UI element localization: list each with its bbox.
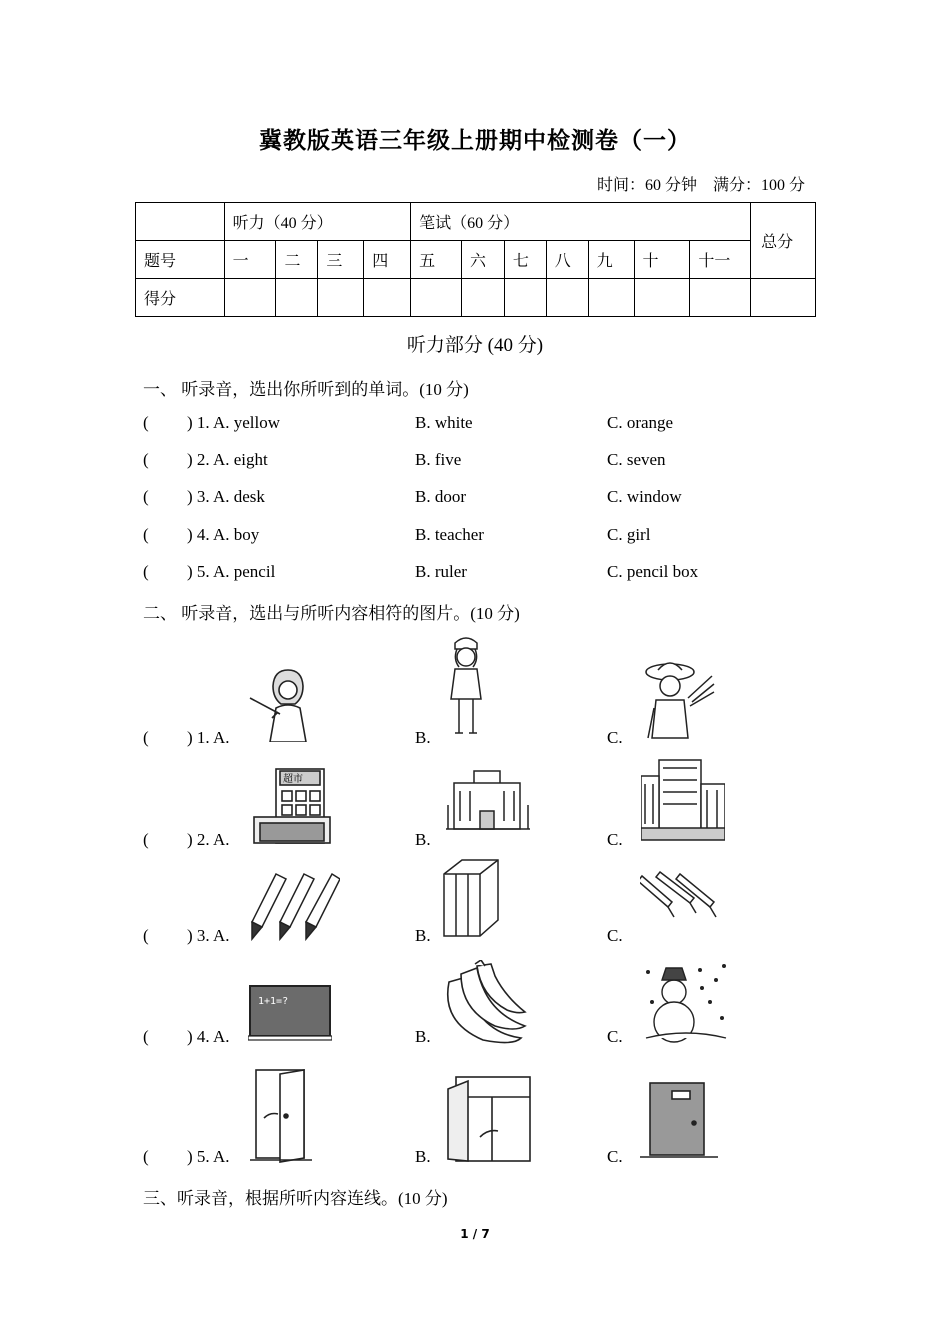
teacher-icon[interactable] <box>248 660 326 742</box>
score-cell[interactable] <box>751 279 816 317</box>
answer-bracket[interactable]: ( <box>143 562 149 581</box>
snowman-icon[interactable] <box>640 962 730 1046</box>
option-a: ) 2. A. <box>187 830 230 849</box>
option-c: C. orange <box>607 413 674 432</box>
option-c: C. <box>607 830 623 849</box>
answer-bracket[interactable]: ( <box>143 830 149 849</box>
option-c: C. <box>607 1027 623 1046</box>
answer-bracket[interactable]: ( <box>143 728 149 747</box>
open-door-icon[interactable] <box>250 1068 312 1164</box>
option-c: C. <box>607 728 623 747</box>
question-col: 一 <box>224 241 276 279</box>
question-col: 六 <box>461 241 504 279</box>
listening-header: 听力（40 分） <box>224 203 410 241</box>
score-cell[interactable] <box>224 279 276 317</box>
answer-bracket[interactable]: ( <box>143 450 149 469</box>
option-b: B. <box>415 830 431 849</box>
question-col: 九 <box>588 241 634 279</box>
total-header: 总分 <box>751 203 816 279</box>
score-cell[interactable] <box>364 279 411 317</box>
score-cell[interactable] <box>276 279 318 317</box>
option-b: B. <box>415 1147 431 1166</box>
option-a: ) 2. A. eight <box>187 450 268 469</box>
city-buildings-icon[interactable] <box>641 758 725 842</box>
open-window-icon[interactable] <box>446 1075 532 1165</box>
answer-bracket[interactable]: ( <box>143 525 149 544</box>
option-b: B. <box>415 728 431 747</box>
blackboard-icon[interactable] <box>248 984 332 1042</box>
question-col: 十 <box>634 241 690 279</box>
list-item <box>143 525 823 549</box>
option-a: ) 1. A. <box>187 728 230 747</box>
option-b: B. <box>415 1027 431 1046</box>
page-number: 1 / 7 <box>460 1227 490 1241</box>
option-c: C. pencil box <box>607 562 699 581</box>
supermarket-icon[interactable] <box>252 765 332 845</box>
option-c: C. girl <box>607 525 651 544</box>
listening-section-title: 听力部分 (40 分) <box>406 335 544 356</box>
option-a: ) 1. A. yellow <box>187 413 281 432</box>
option-a: ) 5. A. pencil <box>187 562 276 581</box>
part1-heading: 一、 听录音，选出你所听到的单词。(10 分) <box>143 380 469 399</box>
list-item <box>143 487 823 511</box>
option-b: B. ruler <box>415 562 467 581</box>
option-c: C. seven <box>607 450 666 469</box>
answer-bracket[interactable]: ( <box>143 926 149 945</box>
option-a: ) 4. A. boy <box>187 525 260 544</box>
score-cell[interactable] <box>588 279 634 317</box>
score-cell[interactable] <box>504 279 546 317</box>
option-c: C. <box>607 1147 623 1166</box>
answer-bracket[interactable]: ( <box>143 487 149 506</box>
score-cell[interactable] <box>690 279 751 317</box>
answer-bracket[interactable]: ( <box>143 1027 149 1046</box>
page-title: 冀教版英语三年级上册期中检测卷（一） <box>259 128 691 154</box>
option-a: ) 3. A. desk <box>187 487 265 506</box>
store-sign: 超市 <box>283 774 303 785</box>
writing-header: 笔试（60 分） <box>411 203 751 241</box>
question-col: 七 <box>504 241 546 279</box>
list-item <box>143 450 823 474</box>
option-c: C. <box>607 926 623 945</box>
option-b: B. five <box>415 450 462 469</box>
books-icon[interactable] <box>440 856 502 940</box>
part2-heading: 二、 听录音，选出与所听内容相符的图片。(10 分) <box>143 604 520 623</box>
question-number-label: 题号 <box>136 241 225 279</box>
score-label: 得分 <box>136 279 225 317</box>
option-b: B. white <box>415 413 473 432</box>
answer-bracket[interactable]: ( <box>143 413 149 432</box>
school-building-icon[interactable] <box>444 765 532 833</box>
question-col: 五 <box>411 241 462 279</box>
option-a: ) 3. A. <box>187 926 230 945</box>
question-col: 八 <box>546 241 588 279</box>
pens-icon[interactable] <box>640 870 724 944</box>
score-table <box>135 202 816 317</box>
question-col: 二 <box>276 241 318 279</box>
score-cell[interactable] <box>411 279 462 317</box>
question-col: 四 <box>364 241 411 279</box>
option-b: B. <box>415 926 431 945</box>
board-text: 1+1=? <box>258 996 289 1007</box>
score-cell[interactable] <box>318 279 364 317</box>
option-b: B. door <box>415 487 466 506</box>
nurse-icon[interactable] <box>443 635 489 741</box>
question-col: 三 <box>318 241 364 279</box>
score-table-blank <box>136 203 225 241</box>
farmer-icon[interactable] <box>640 658 718 742</box>
time-info: 时间：60 分钟 满分：100 分 <box>596 177 805 194</box>
pencils-icon[interactable] <box>250 872 340 942</box>
question-col: 十一 <box>690 241 751 279</box>
score-cell[interactable] <box>546 279 588 317</box>
list-item <box>143 413 823 437</box>
option-a: ) 5. A. <box>187 1147 230 1166</box>
option-a: ) 4. A. <box>187 1027 230 1046</box>
answer-bracket[interactable]: ( <box>143 1147 149 1166</box>
bananas-icon[interactable] <box>441 960 527 1046</box>
list-item <box>143 562 823 586</box>
option-b: B. teacher <box>415 525 484 544</box>
closed-door-icon[interactable] <box>640 1075 718 1163</box>
score-cell[interactable] <box>461 279 504 317</box>
score-cell[interactable] <box>634 279 690 317</box>
part3-heading: 三、听录音，根据所听内容连线。(10 分) <box>143 1189 448 1208</box>
option-c: C. window <box>607 487 682 506</box>
